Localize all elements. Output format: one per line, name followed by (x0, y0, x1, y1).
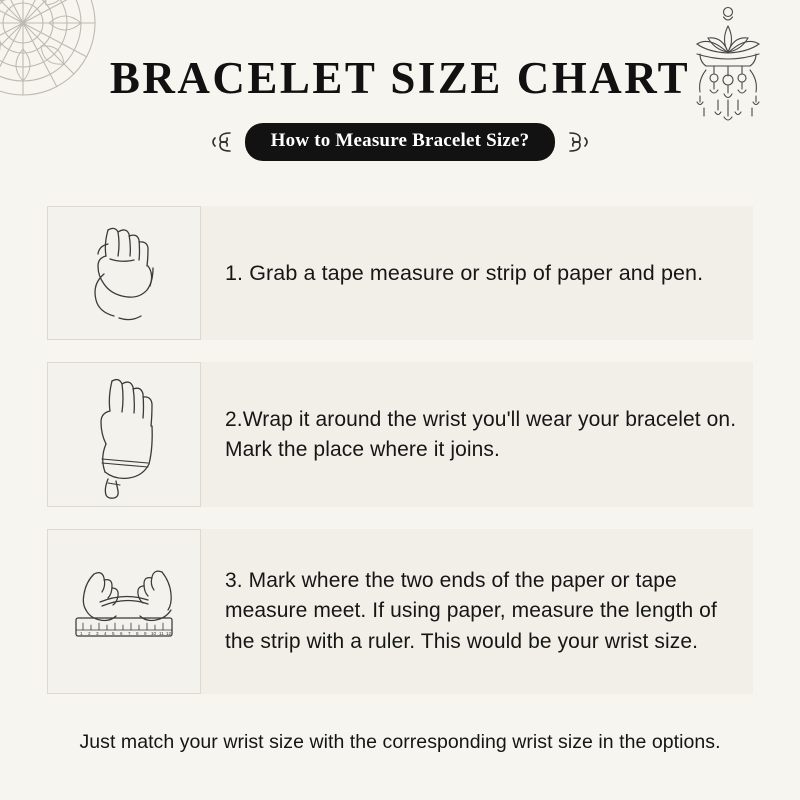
svg-text:9: 9 (144, 630, 147, 636)
swirl-flourish-right-icon (566, 129, 592, 155)
steps-list (47, 206, 753, 716)
step-item (47, 206, 753, 340)
svg-text:2: 2 (88, 630, 91, 636)
subtitle-pill: How to Measure Bracelet Size? (245, 123, 556, 161)
svg-text:3: 3 (96, 630, 99, 636)
hand-with-tape-measure-icon (64, 214, 184, 332)
step-2-text: 2.Wrap it around the wrist you'll wear your bracelet on. Mark the place where it joins. (225, 407, 737, 461)
hand-wrapping-tape-icon (64, 371, 184, 499)
step-2-illustration (47, 362, 201, 507)
svg-text:11: 11 (159, 630, 164, 636)
step-item (47, 529, 753, 694)
svg-text:4: 4 (104, 630, 107, 636)
svg-text:8: 8 (136, 630, 139, 636)
svg-text:1: 1 (80, 630, 83, 636)
svg-text:12: 12 (166, 630, 172, 636)
step-1-text: 1. Grab a tape measure or strip of paper and pen. (225, 260, 704, 285)
step-3-illustration (47, 529, 201, 694)
subtitle-row (0, 123, 800, 161)
page-title: BRACELET SIZE CHART (109, 53, 691, 103)
ruler-measuring-strip-icon (58, 552, 190, 672)
step-3-text: 3. Mark where the two ends of the paper or tape measure meet. If using paper, measure the length of the strip with a ruler. This would be your wrist size. (225, 568, 717, 653)
svg-text:5: 5 (112, 630, 115, 636)
svg-text:6: 6 (120, 630, 123, 636)
svg-text:10: 10 (151, 630, 157, 636)
swirl-flourish-left-icon (208, 129, 234, 155)
svg-text:7: 7 (128, 630, 131, 636)
step-1-illustration (47, 206, 201, 340)
footer-note: Just match your wrist size with the corresponding wrist size in the options. (79, 731, 721, 753)
step-item (47, 362, 753, 507)
